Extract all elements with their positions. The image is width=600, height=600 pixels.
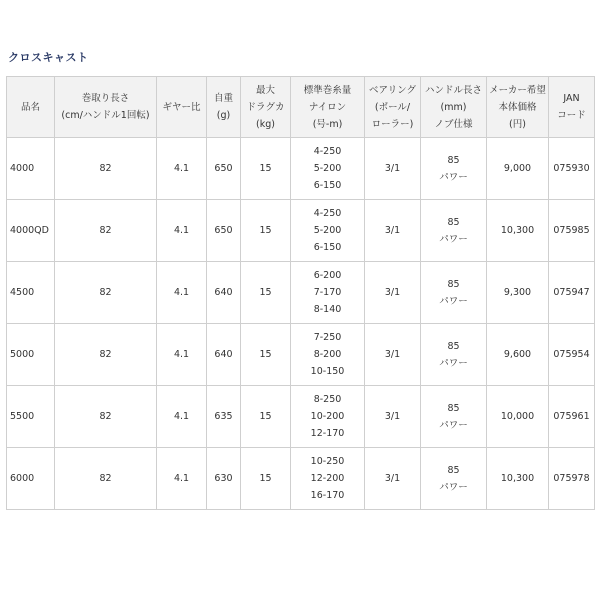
cell-gear: 4.1 — [157, 138, 207, 200]
header-line: 最大 — [255, 84, 275, 96]
cell-weight: 640 — [207, 324, 241, 386]
knob-type: パワー — [439, 357, 468, 369]
page-title: クロスキャスト — [8, 51, 89, 64]
cell-weight: 650 — [207, 138, 241, 200]
cell-drag: 15 — [241, 324, 291, 386]
cell-gear: 4.1 — [157, 448, 207, 510]
knob-type: パワー — [439, 171, 468, 183]
cell-retrieve: 82 — [55, 138, 157, 200]
header-line: 自重 — [213, 93, 233, 104]
header-max-drag — [241, 77, 291, 138]
handle-length: 85 — [447, 464, 460, 476]
cell-line-capacity — [291, 324, 365, 386]
cell-jan: 075954 — [549, 324, 595, 386]
table-row — [7, 262, 595, 324]
cell-retrieve: 82 — [55, 262, 157, 324]
line-spec: 12-200 — [310, 473, 345, 484]
header-line: 巻取り長さ — [81, 93, 130, 104]
header-line: ギヤー比 — [162, 101, 201, 113]
table-header-row — [7, 77, 595, 138]
handle-length: 85 — [447, 216, 460, 228]
cell-jan: 075930 — [549, 138, 595, 200]
cell-weight: 630 — [207, 448, 241, 510]
table-row — [7, 386, 595, 448]
table-row — [7, 138, 595, 200]
cell-handle — [421, 262, 487, 324]
handle-length: 85 — [447, 402, 460, 414]
line-spec: 7-170 — [313, 287, 342, 298]
header-bearing — [365, 77, 421, 138]
header-retrieve — [55, 77, 157, 138]
line-spec: 8-200 — [313, 349, 342, 360]
cell-bearing: 3/1 — [365, 324, 421, 386]
cell-drag: 15 — [241, 386, 291, 448]
cell-bearing: 3/1 — [365, 138, 421, 200]
cell-weight: 650 — [207, 200, 241, 262]
cell-jan: 075978 — [549, 448, 595, 510]
cell-jan: 075947 — [549, 262, 595, 324]
knob-type: パワー — [439, 481, 468, 493]
cell-model: 5500 — [7, 386, 55, 448]
cell-price: 9,600 — [487, 324, 549, 386]
header-line: ハンドル長さ — [424, 84, 482, 96]
cell-handle — [421, 324, 487, 386]
handle-length: 85 — [447, 278, 460, 290]
header-line: ドラグカ — [246, 101, 285, 113]
header-line: ローラー) — [371, 118, 414, 130]
header-line: (円) — [509, 118, 526, 130]
line-spec: 12-170 — [310, 428, 345, 439]
cell-retrieve: 82 — [55, 200, 157, 262]
line-spec: 8-140 — [313, 304, 342, 315]
handle-length: 85 — [447, 340, 460, 352]
header-line: (mm) — [440, 101, 467, 113]
knob-type: パワー — [439, 419, 468, 431]
cell-price: 10,000 — [487, 386, 549, 448]
cell-model: 4000 — [7, 138, 55, 200]
line-spec: 7-250 — [313, 332, 342, 343]
cell-model: 4000QD — [7, 200, 55, 262]
cell-model: 6000 — [7, 448, 55, 510]
header-line: (cm/ハンドル1回転) — [61, 110, 150, 121]
cell-bearing: 3/1 — [365, 200, 421, 262]
line-spec: 10-200 — [310, 411, 345, 422]
line-spec: 4-250 — [313, 146, 342, 157]
cell-retrieve: 82 — [55, 448, 157, 510]
header-line: 標準巻糸量 — [303, 84, 352, 96]
header-line: (g) — [216, 110, 231, 121]
cell-drag: 15 — [241, 262, 291, 324]
cell-model: 5000 — [7, 324, 55, 386]
table-row — [7, 324, 595, 386]
cell-handle — [421, 448, 487, 510]
header-line: ナイロン — [308, 101, 347, 113]
cell-jan: 075985 — [549, 200, 595, 262]
line-spec: 16-170 — [310, 490, 345, 501]
cell-price: 10,300 — [487, 200, 549, 262]
cell-bearing: 3/1 — [365, 448, 421, 510]
cell-drag: 15 — [241, 448, 291, 510]
cell-handle — [421, 386, 487, 448]
line-spec: 6-200 — [313, 270, 342, 281]
cell-weight: 640 — [207, 262, 241, 324]
handle-length: 85 — [447, 154, 460, 166]
cell-retrieve: 82 — [55, 324, 157, 386]
cell-line-capacity — [291, 200, 365, 262]
cell-line-capacity — [291, 138, 365, 200]
cell-gear: 4.1 — [157, 262, 207, 324]
cell-handle — [421, 138, 487, 200]
header-handle — [421, 77, 487, 138]
cell-retrieve: 82 — [55, 386, 157, 448]
header-price — [487, 77, 549, 138]
header-jan — [549, 77, 595, 138]
header-model — [7, 77, 55, 138]
cell-price: 10,300 — [487, 448, 549, 510]
line-spec: 4-250 — [313, 208, 342, 219]
knob-type: パワー — [439, 233, 468, 245]
header-line: ノブ仕様 — [434, 118, 473, 130]
cell-model: 4500 — [7, 262, 55, 324]
cell-drag: 15 — [241, 138, 291, 200]
line-spec: 10-150 — [310, 366, 345, 377]
header-line: ベアリング — [369, 84, 416, 96]
header-line: 品名 — [20, 101, 40, 113]
table-row — [7, 200, 595, 262]
header-line: (kg) — [256, 118, 275, 130]
header-gear-ratio — [157, 77, 207, 138]
line-spec: 6-150 — [313, 180, 342, 191]
line-spec: 6-150 — [313, 242, 342, 253]
cell-line-capacity — [291, 262, 365, 324]
table-row — [7, 448, 595, 510]
knob-type: パワー — [439, 295, 468, 307]
cell-bearing: 3/1 — [365, 262, 421, 324]
cell-bearing: 3/1 — [365, 386, 421, 448]
cell-jan: 075961 — [549, 386, 595, 448]
cell-gear: 4.1 — [157, 324, 207, 386]
header-line: コード — [557, 110, 586, 121]
spec-table — [6, 76, 595, 510]
cell-gear: 4.1 — [157, 200, 207, 262]
line-spec: 5-200 — [313, 163, 342, 174]
header-line: (号-m) — [312, 118, 343, 130]
cell-handle — [421, 200, 487, 262]
cell-price: 9,300 — [487, 262, 549, 324]
cell-gear: 4.1 — [157, 386, 207, 448]
header-line: 本体価格 — [498, 101, 537, 113]
header-line: メーカー希望 — [489, 84, 546, 96]
header-line: (ボール/ — [374, 101, 411, 113]
cell-line-capacity — [291, 386, 365, 448]
header-weight — [207, 77, 241, 138]
cell-line-capacity — [291, 448, 365, 510]
cell-weight: 635 — [207, 386, 241, 448]
header-line: JAN — [563, 93, 580, 104]
cell-drag: 15 — [241, 200, 291, 262]
cell-price: 9,000 — [487, 138, 549, 200]
line-spec: 5-200 — [313, 225, 342, 236]
line-spec: 8-250 — [313, 394, 342, 405]
line-spec: 10-250 — [310, 456, 345, 467]
header-line-capacity — [291, 77, 365, 138]
